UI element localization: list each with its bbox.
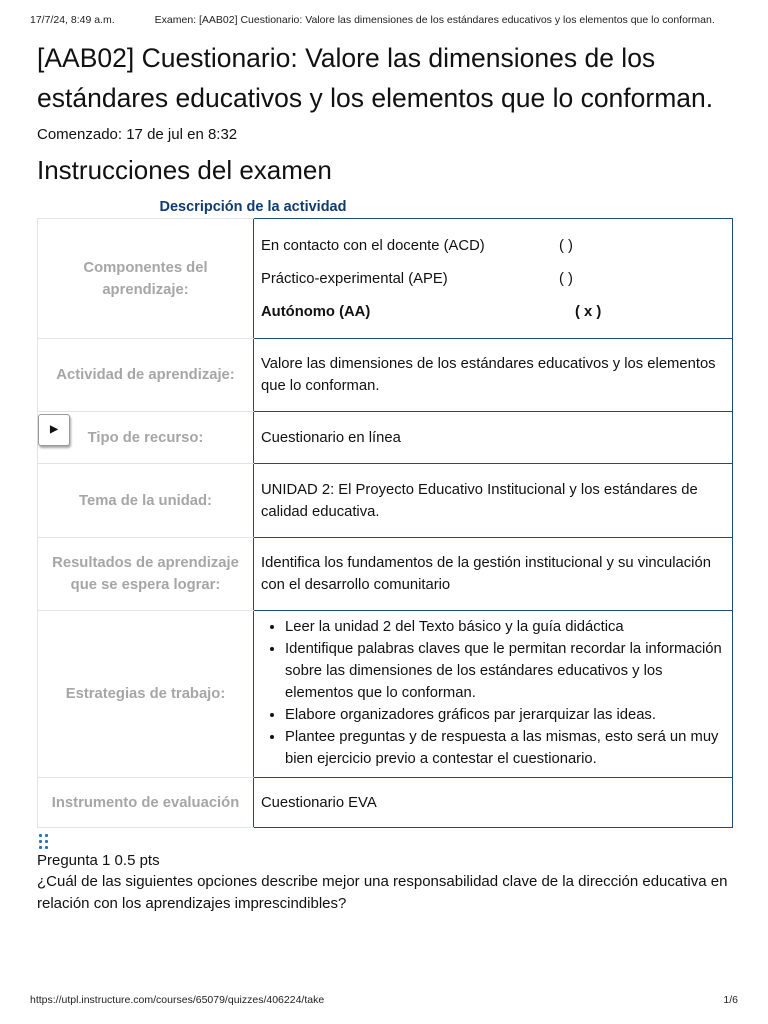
component-name: Autónomo (AA) — [261, 303, 371, 320]
table-row — [38, 464, 733, 538]
table-row — [38, 538, 733, 611]
list-item: • Leer la unidad 2 del Texto básico y la guía didáctica — [285, 616, 722, 638]
component-mark: ( ) — [559, 270, 573, 287]
component-option — [261, 229, 722, 262]
component-name: Práctico-experimental (APE) — [261, 270, 448, 287]
quiz-started: Comenzado: 17 de jul en 8:32 — [37, 126, 238, 143]
list-item: • Elabore organizadores gráficos par jerarquizar las ideas. — [285, 704, 722, 726]
list-item: • Identifique palabras claves que le permitan recordar la información sobre las dimensiones de los estándares educativos y los elementos que lo conforman. — [285, 638, 722, 704]
list-item: • Plantee preguntas y de respuesta a las mismas, esto será un muy bien ejercicio previo a contestar el cuestionario. — [285, 726, 722, 770]
print-page-number: 1/6 — [723, 994, 738, 1006]
print-page-title: Examen: [AAB02] Cuestionario: Valore las dimensiones de los estándares educativos y los elementos que lo conforman. — [154, 14, 715, 26]
results-label: Resultados de aprendizaje que se espera lograr: — [38, 538, 254, 611]
table-row — [38, 339, 733, 412]
instructions-heading: Instrucciones del examen — [37, 155, 332, 185]
component-option — [261, 262, 722, 295]
strategies-value — [254, 611, 733, 778]
strategies-list — [261, 616, 722, 770]
print-datetime: 17/7/24, 8:49 a.m. — [30, 14, 115, 26]
component-mark: ( x ) — [575, 303, 602, 320]
quiz-title: [AAB02] Cuestionario: Valore las dimensiones de los estándares educativos y los elementos que lo conforman. — [37, 43, 714, 113]
instrument-label: Instrumento de evaluación — [38, 778, 254, 828]
instrument-value: Cuestionario EVA — [254, 778, 733, 828]
strategies-label: Estrategias de trabajo: — [38, 611, 254, 778]
question-header: Pregunta 1 0.5 pts — [37, 852, 160, 869]
unit-theme-value: UNIDAD 2: El Proyecto Educativo Institucional y los estándares de calidad educativa. — [254, 464, 733, 538]
print-footer — [30, 994, 738, 1006]
play-icon: ▶ — [50, 424, 58, 435]
table-row — [38, 412, 733, 464]
component-option — [261, 295, 722, 328]
component-name: En contacto con el docente (ACD) — [261, 237, 485, 254]
results-value: Identifica los fundamentos de la gestión institucional y su vinculación con el desarrollo comunitario — [254, 538, 733, 611]
component-mark: ( ) — [559, 237, 573, 254]
activity-value: Valore las dimensiones de los estándares educativos y los elementos que lo conforman. — [254, 339, 733, 412]
quiz-content — [37, 38, 737, 915]
resource-type-value: Cuestionario en línea — [254, 412, 733, 464]
activity-label: Actividad de aprendizaje: — [38, 339, 254, 412]
print-url: https://utpl.instructure.com/courses/65079/quizzes/406224/take — [30, 994, 325, 1006]
activity-caption: Descripción de la actividad — [159, 199, 347, 215]
table-row — [38, 778, 733, 828]
resource-type-label-text: Tipo de recurso: — [87, 429, 204, 446]
play-button[interactable] — [38, 414, 70, 446]
components-label: Componentes del aprendizaje: — [38, 219, 254, 339]
drag-handle-icon[interactable] — [39, 834, 51, 850]
table-row — [38, 611, 733, 778]
table-row — [38, 219, 733, 339]
components-value — [254, 219, 733, 339]
activity-table — [37, 218, 733, 828]
question-text: ¿Cuál de las siguientes opciones describe mejor una responsabilidad clave de la dirección educativa en relación con los aprendizajes imprescindibles? — [37, 873, 728, 912]
resource-type-label — [38, 412, 254, 464]
print-header — [30, 14, 738, 26]
unit-theme-label: Tema de la unidad: — [38, 464, 254, 538]
